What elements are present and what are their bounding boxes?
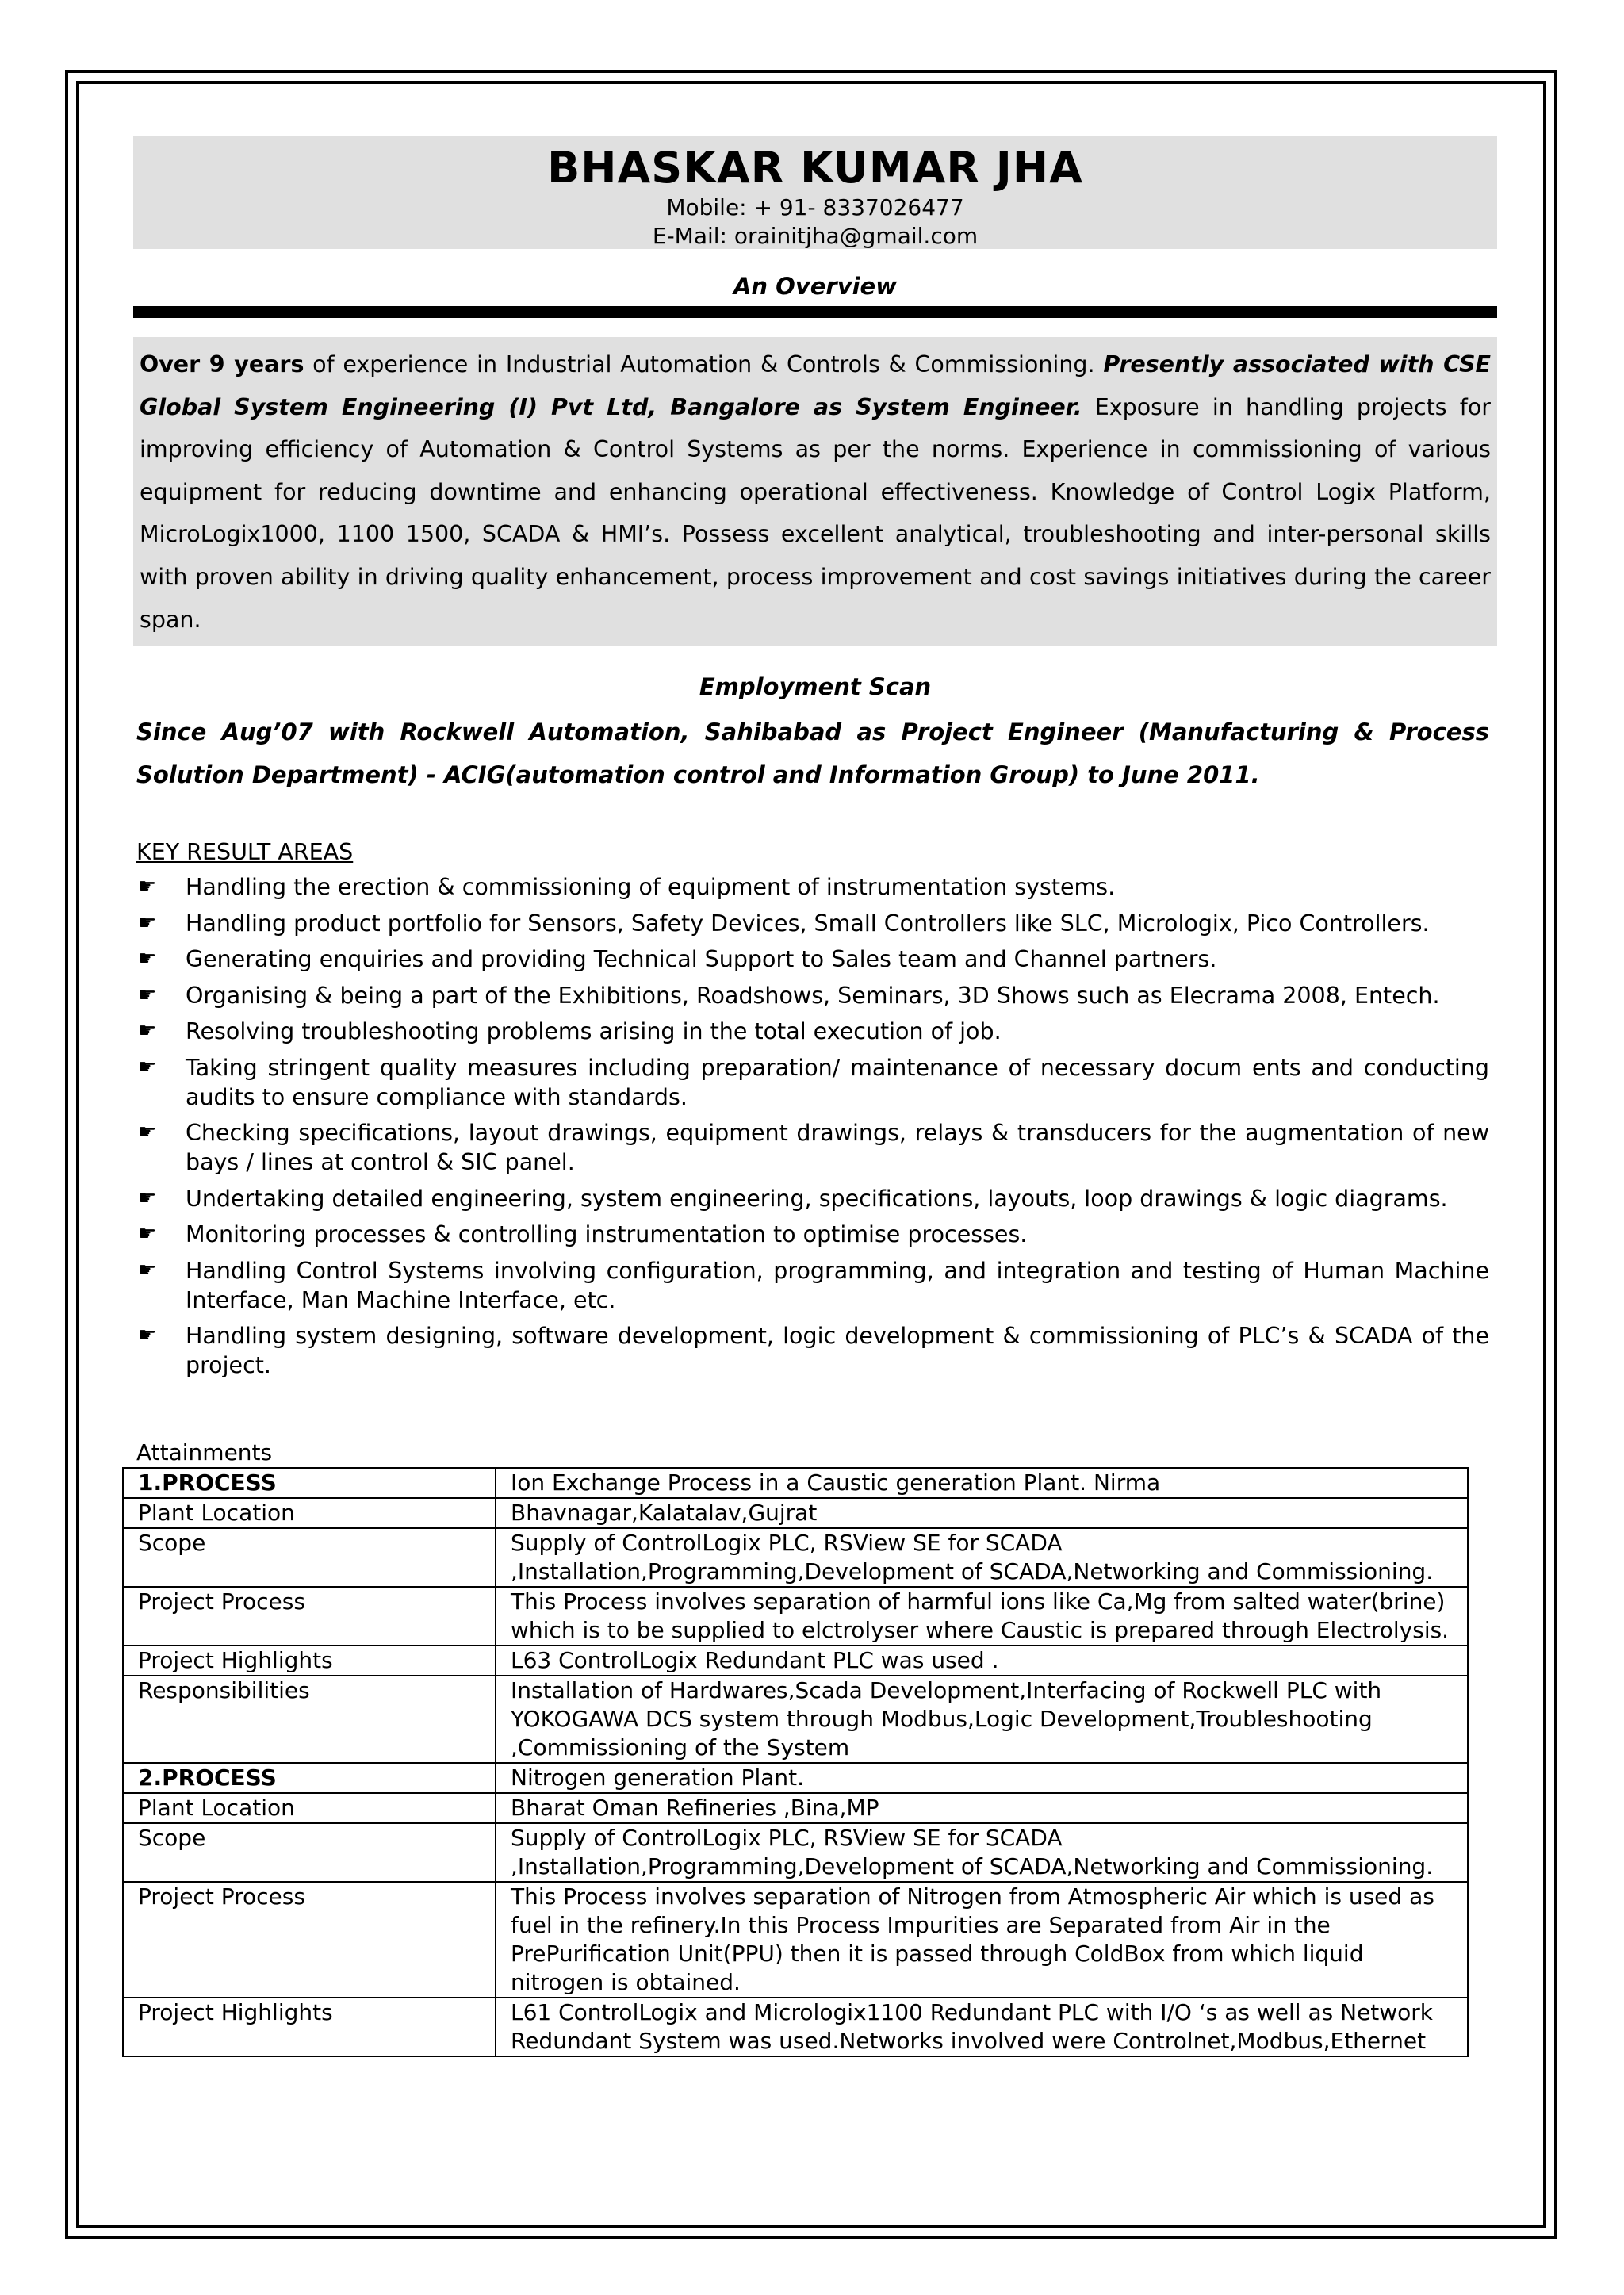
row-label: Plant Location [123,1498,496,1528]
table-row [123,1587,1468,1646]
list-item [136,1118,1489,1177]
row-label: Plant Location [123,1793,496,1823]
overview-text-1: of experience in Industrial Automation & Controls & Commissioning. [304,351,1104,377]
row-value: Bharat Oman Refineries ,Bina,MP [496,1793,1468,1823]
row-label: Project Process [123,1882,496,1998]
pointing-hand-icon: ☛ [138,1222,157,1246]
list-item [136,1321,1489,1380]
table-row [123,1793,1468,1823]
row-value: Bhavnagar,Kalatalav,Gujrat [496,1498,1468,1528]
table-row [123,1646,1468,1676]
row-label: Project Highlights [123,1646,496,1676]
pointing-hand-icon: ☛ [138,1121,157,1144]
list-item-text: Taking stringent quality measures including preparation/ maintenance of necessary docum ents and conducting audits to ensure compliance with standards. [186,1054,1489,1110]
table-row [123,1823,1468,1882]
mobile-number: Mobile: + 91- 8337026477 [666,194,964,220]
table-row [123,1676,1468,1763]
row-value: L61 ControlLogix and Micrologix1100 Redundant PLC with I/O ‘s as well as Network Redundant System was used.Networks involved were Controlnet,Modbus,Ethernet [496,1998,1468,2056]
pointing-hand-icon: ☛ [138,1186,157,1210]
key-result-areas-title: KEY RESULT AREAS [136,839,354,865]
row-label: Project Highlights [123,1998,496,2056]
row-value: This Process involves separation of harmful ions like Ca,Mg from salted water(brine) which is to be supplied to elctrolyser where Caustic is prepared through Electrolysis. [496,1587,1468,1646]
list-item-text: Monitoring processes & controlling instrumentation to optimise processes. [186,1221,1028,1247]
pointing-hand-icon: ☛ [138,1324,157,1347]
list-item-text: Handling product portfolio for Sensors, Safety Devices, Small Controllers like SLC, Micrologix, Pico Controllers. [186,910,1430,937]
attainments-title: Attainments [136,1439,273,1466]
list-item [136,1256,1489,1315]
row-value: Installation of Hardwares,Scada Development,Interfacing of Rockwell PLC with YOKOGAWA DCS system through Modbus,Logic Development,Troubleshooting ,Commissioning of the System [496,1676,1468,1763]
employment-summary: Since Aug’07 with Rockwell Automation, Sahibabad as Project Engineer (Manufacturing & Process Solution Department) - ACIG(automation control and Information Group) to June 2011. [136,718,1489,788]
list-item [136,909,1489,938]
list-item [136,872,1489,902]
pointing-hand-icon: ☛ [138,983,157,1007]
row-value: Supply of ControlLogix PLC, RSView SE for SCADA ,Installation,Programming,Development of SCADA,Networking and Commissioning. [496,1528,1468,1587]
list-item [136,944,1489,974]
list-item-text: Undertaking detailed engineering, system engineering, specifications, layouts, loop drawings & logic diagrams. [186,1185,1448,1212]
employment-title: Employment Scan [699,673,932,700]
list-item-text: Generating enquiries and providing Technical Support to Sales team and Channel partners. [186,946,1217,972]
table-row [123,1528,1468,1587]
list-item-text: Checking specifications, layout drawings, equipment drawings, relays & transducers for the augmentation of new bays / lines at control & SIC panel. [186,1120,1489,1175]
resume-header [133,136,1497,249]
attainments-table [122,1467,1469,2057]
email-address: E-Mail: orainitjha@gmail.com [652,223,979,249]
list-item-text: Handling the erection & commissioning of equipment of instrumentation systems. [186,874,1116,900]
row-label: Scope [123,1528,496,1587]
overview-title: An Overview [733,273,898,300]
pointing-hand-icon: ☛ [138,910,157,935]
list-item-text: Handling system designing, software development, logic development & commissioning of PLC’s & SCADA of the project. [186,1323,1489,1378]
table-row [123,1468,1468,1498]
row-label: Scope [123,1823,496,1882]
list-item [136,1017,1489,1046]
row-label: 1.PROCESS [123,1468,496,1498]
row-label: Responsibilities [123,1676,496,1763]
list-item-text: Organising & being a part of the Exhibitions, Roadshows, Seminars, 3D Shows such as Elecrama 2008, Entech. [186,982,1440,1009]
overview-current-role: Presently associated with CSE Global System Engineering (I) Pvt Ltd, Bangalore as System Engineer. [140,351,1491,420]
table-row [123,1763,1468,1793]
overview-text-2: Exposure in handling projects for improving efficiency of Automation & Control Systems as per the norms. Experience in commissioning of various equipment for reducing downtime and enhancing operational effectiveness. Knowledge of Control Logix Platform, MicroLogix1000, 1100 1500, SCADA & HMI’s. Possess excellent analytical, troubleshooting and inter-personal skills with proven ability in driving quality enhancement, process improvement and cost savings initiatives during the career span. [140,393,1491,633]
pointing-hand-icon: ☛ [138,1258,157,1282]
overview-years: Over 9 years [140,351,304,377]
row-value: Supply of ControlLogix PLC, RSView SE for SCADA ,Installation,Programming,Development of SCADA,Networking and Commissioning. [496,1823,1468,1882]
table-row [123,1998,1468,2056]
pointing-hand-icon: ☛ [138,947,157,971]
pointing-hand-icon: ☛ [138,1019,157,1043]
pointing-hand-icon: ☛ [138,875,157,898]
candidate-name: BHASKAR KUMAR JHA [547,143,1083,193]
list-item [136,1220,1489,1249]
table-row [123,1498,1468,1528]
row-value: L63 ControlLogix Redundant PLC was used . [496,1646,1468,1676]
overview-section [133,337,1497,646]
table-row [123,1882,1468,1998]
list-item [136,1184,1489,1213]
pointing-hand-icon: ☛ [138,1055,157,1079]
row-value: Ion Exchange Process in a Caustic generation Plant. Nirma [496,1468,1468,1498]
list-item-text: Handling Control Systems involving configuration, programming, and integration and testing of Human Machine Interface, Man Machine Interface, etc. [186,1257,1489,1313]
row-value: This Process involves separation of Nitrogen from Atmospheric Air which is used as fuel in the refinery.In this Process Impurities are Separated from Air in the PrePurification Unit(PPU) then it is passed through ColdBox from which liquid nitrogen is obtained. [496,1882,1468,1998]
row-label: 2.PROCESS [123,1763,496,1793]
list-item [136,981,1489,1010]
row-label: Project Process [123,1587,496,1646]
list-item-text: Resolving troubleshooting problems arising in the total execution of job. [186,1018,1002,1044]
section-divider [133,306,1497,318]
key-result-areas-list [136,872,1489,1387]
row-value: Nitrogen generation Plant. [496,1763,1468,1793]
list-item [136,1053,1489,1112]
